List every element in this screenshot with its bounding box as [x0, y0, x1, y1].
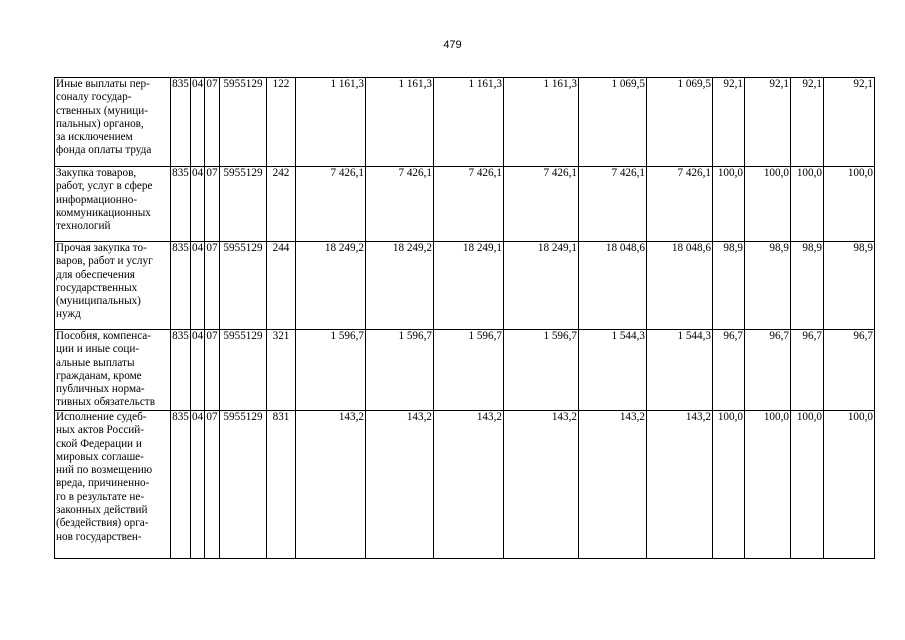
expense-type-code: 244	[267, 242, 296, 330]
value-cell: 143,2	[296, 411, 366, 559]
table-row	[55, 167, 875, 242]
value-cell: 7 426,1	[296, 167, 366, 242]
target-article-code: 5955129	[220, 242, 267, 330]
value-cell: 96,7	[791, 330, 824, 411]
section-code: 04	[191, 242, 205, 330]
description-line: Иные выплаты пер-	[56, 78, 150, 90]
value-cell: 18 048,6	[647, 242, 713, 330]
value-cell: 98,9	[745, 242, 791, 330]
value-cell: 18 249,2	[366, 242, 434, 330]
value-cell: 1 596,7	[434, 330, 504, 411]
description-line: гражданам, кроме	[56, 369, 142, 382]
description-line: ных актов Россий-	[56, 424, 145, 437]
description-line: коммуникационных	[56, 206, 151, 219]
admin-code: 835	[171, 78, 191, 167]
description-line: фонда оплаты труда	[56, 144, 152, 157]
description-line: ственных (муници-	[56, 104, 148, 117]
subsection-code: 07	[205, 242, 220, 330]
description-line: (муниципальных)	[56, 295, 141, 308]
value-cell: 98,9	[824, 242, 875, 330]
value-cell: 96,7	[745, 330, 791, 411]
table-row	[55, 78, 875, 167]
value-cell: 7 426,1	[647, 167, 713, 242]
description-line: для обеспечения	[56, 268, 135, 281]
value-cell: 143,2	[366, 411, 434, 559]
value-cell: 92,1	[824, 78, 875, 167]
value-cell: 7 426,1	[434, 167, 504, 242]
description-line: технологий	[56, 220, 111, 233]
value-cell: 92,1	[713, 78, 745, 167]
value-cell: 96,7	[713, 330, 745, 411]
value-cell: 18 249,2	[296, 242, 366, 330]
expense-type-code: 242	[267, 167, 296, 242]
description-line: Прочая закупка то-	[56, 242, 147, 254]
row-description	[55, 78, 171, 167]
description-line: вреда, причиненно-	[56, 477, 150, 490]
description-line: ской Федерации и	[56, 437, 142, 450]
description-line: го в результате не-	[56, 490, 145, 503]
value-cell: 18 048,6	[579, 242, 647, 330]
value-cell: 100,0	[745, 167, 791, 242]
table-row	[55, 330, 875, 411]
value-cell: 100,0	[713, 167, 745, 242]
section-code: 04	[191, 411, 205, 559]
description-line: тивных обязательств	[56, 396, 155, 409]
table-row	[55, 411, 875, 559]
section-code: 04	[191, 78, 205, 167]
value-cell: 98,9	[713, 242, 745, 330]
value-cell: 143,2	[504, 411, 579, 559]
section-code: 04	[191, 167, 205, 242]
target-article-code: 5955129	[220, 78, 267, 167]
description-line: соналу государ-	[56, 91, 132, 104]
subsection-code: 07	[205, 330, 220, 411]
value-cell: 92,1	[791, 78, 824, 167]
value-cell: 1 161,3	[366, 78, 434, 167]
value-cell: 1 161,3	[504, 78, 579, 167]
value-cell: 143,2	[647, 411, 713, 559]
value-cell: 1 544,3	[647, 330, 713, 411]
description-line: информационно-	[56, 193, 138, 206]
description-line: пальных) органов,	[56, 117, 144, 130]
value-cell: 7 426,1	[504, 167, 579, 242]
description-line: законных действий	[56, 504, 148, 517]
description-line: Закупка товаров,	[56, 167, 137, 179]
value-cell: 98,9	[791, 242, 824, 330]
target-article-code: 5955129	[220, 167, 267, 242]
section-code: 04	[191, 330, 205, 411]
value-cell: 100,0	[791, 167, 824, 242]
value-cell: 96,7	[824, 330, 875, 411]
value-cell: 100,0	[791, 411, 824, 559]
row-description	[55, 242, 171, 330]
value-cell: 1 069,5	[579, 78, 647, 167]
subsection-code: 07	[205, 78, 220, 167]
value-cell: 1 596,7	[366, 330, 434, 411]
admin-code: 835	[171, 167, 191, 242]
value-cell: 18 249,1	[434, 242, 504, 330]
description-line: (бездействия) орга-	[56, 517, 149, 530]
value-cell: 18 249,1	[504, 242, 579, 330]
value-cell: 100,0	[713, 411, 745, 559]
description-line: нужд	[56, 308, 81, 321]
value-cell: 1 544,3	[579, 330, 647, 411]
description-line: за исключением	[56, 131, 133, 144]
value-cell: 7 426,1	[579, 167, 647, 242]
table-row	[55, 242, 875, 330]
description-line: нов государствен-	[56, 530, 142, 543]
expense-type-code: 321	[267, 330, 296, 411]
page-number: 479	[443, 39, 462, 51]
value-cell: 92,1	[745, 78, 791, 167]
description-line: альные выплаты	[56, 356, 135, 369]
value-cell: 1 596,7	[296, 330, 366, 411]
value-cell: 1 069,5	[647, 78, 713, 167]
description-line: государственных	[56, 281, 138, 294]
value-cell: 1 161,3	[296, 78, 366, 167]
description-line: Пособия, компенса-	[56, 330, 151, 342]
value-cell: 7 426,1	[366, 167, 434, 242]
budget-table	[54, 77, 875, 559]
value-cell: 143,2	[579, 411, 647, 559]
subsection-code: 07	[205, 411, 220, 559]
description-line: публичных норма-	[56, 383, 145, 396]
row-description	[55, 411, 171, 559]
description-line: работ, услуг в сфере	[56, 180, 153, 193]
value-cell: 100,0	[824, 411, 875, 559]
row-description	[55, 167, 171, 242]
value-cell: 1 596,7	[504, 330, 579, 411]
target-article-code: 5955129	[220, 411, 267, 559]
admin-code: 835	[171, 242, 191, 330]
subsection-code: 07	[205, 167, 220, 242]
value-cell: 1 161,3	[434, 78, 504, 167]
description-line: варов, работ и услуг	[56, 255, 153, 268]
value-cell: 100,0	[824, 167, 875, 242]
expense-type-code: 831	[267, 411, 296, 559]
row-description	[55, 330, 171, 411]
description-line: Исполнение судеб-	[56, 411, 147, 423]
expense-type-code: 122	[267, 78, 296, 167]
value-cell: 143,2	[434, 411, 504, 559]
description-line: ции и иные соци-	[56, 343, 140, 356]
value-cell: 100,0	[745, 411, 791, 559]
target-article-code: 5955129	[220, 330, 267, 411]
admin-code: 835	[171, 330, 191, 411]
description-line: ний по возмещению	[56, 464, 153, 477]
description-line: мировых соглаше-	[56, 450, 144, 463]
admin-code: 835	[171, 411, 191, 559]
